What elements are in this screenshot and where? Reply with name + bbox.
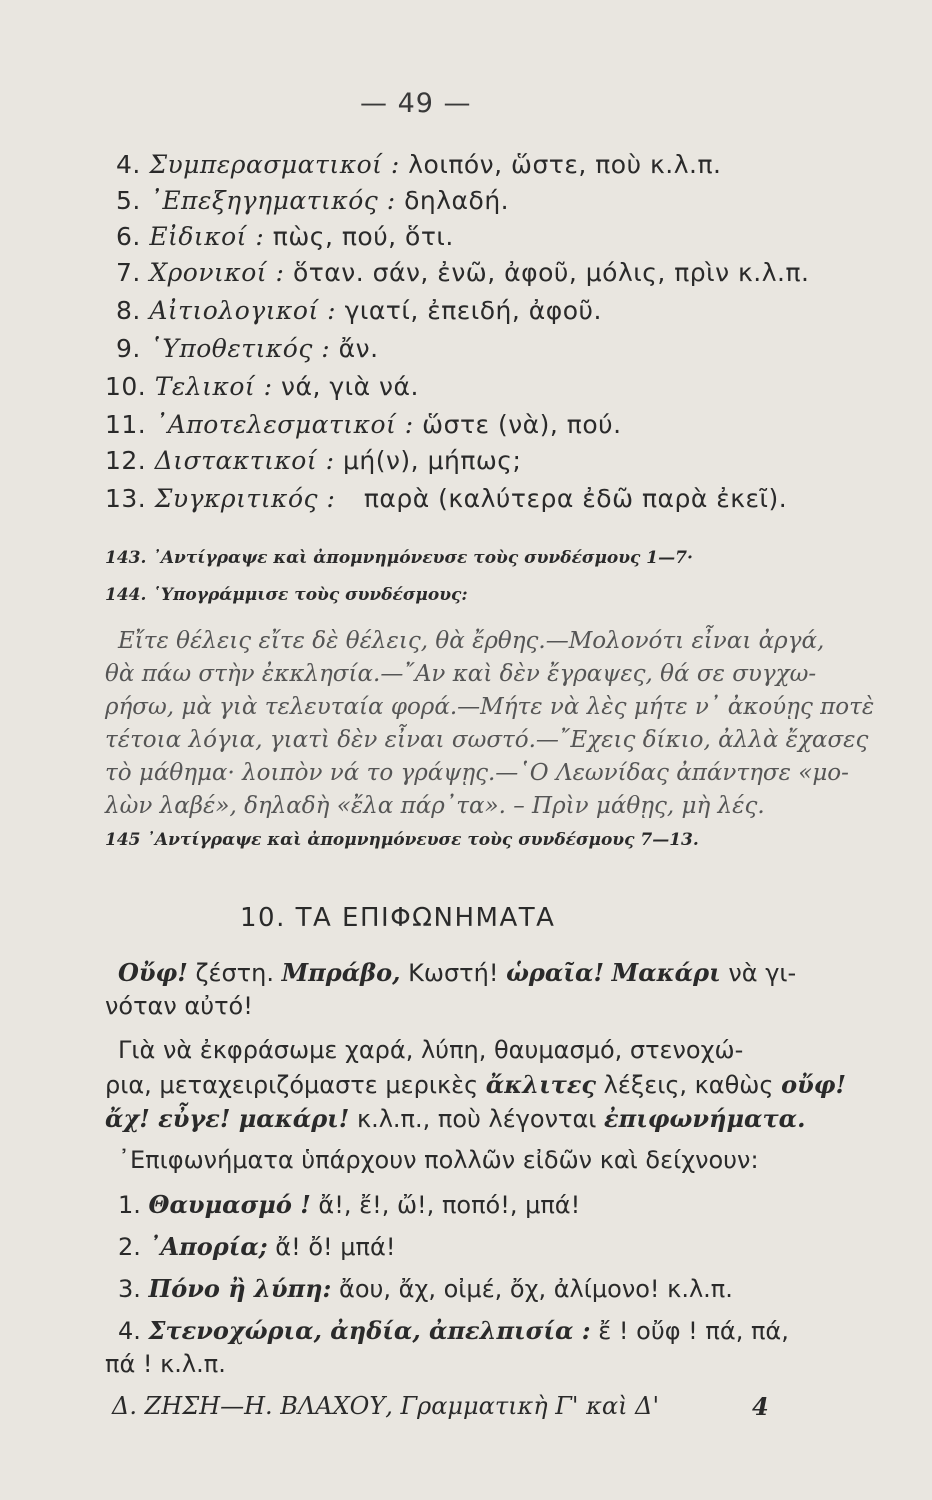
item-examples: δηλαδή. [404,186,510,215]
passage-line: τέτοια λόγια, γιατὶ δὲν εἶναι σωστό.—῎Εχεις δίκιο, ἀλλὰ ἔχασες [105,727,869,753]
item-number: 4. [118,1317,141,1345]
item-term: Εἰδικοί : [149,222,265,251]
emphasis: ἐπιφωνήματα. [604,1104,806,1133]
emphasis: ἄχ! εὖγε! μακάρι! [105,1104,350,1133]
footer [112,1392,769,1421]
item-number: 7. [116,258,141,287]
section-title: 10. ΤΑ ΕΠΙΦΩΝΗΜΑΤΑ [240,903,556,933]
item-examples: λοιπόν, ὥστε, ποὺ κ.λ.π. [408,150,722,179]
item-term: Στενοχώρια, ἀηδία, ἀπελπισία : [148,1316,591,1345]
item-examples: νά, γιὰ νά. [281,372,419,401]
item-number: 3. [118,1275,141,1303]
emphasis: ἄκλιτες [485,1070,597,1099]
text: λέξεις, καθὼς [596,1071,782,1099]
item-term: Τελικοί : [154,372,273,401]
item-examples: ἄ! ὄ! μπά! [267,1233,396,1261]
item-number: 6. [116,222,141,251]
item-number: 5. [116,186,141,215]
list-item [116,150,721,179]
list-item [118,1274,733,1303]
passage-line: λὼν λαβέ», δηλαδὴ «ἔλα πάρ᾿τα». – Πρὶν μάθῃς, μὴ λές. [105,793,765,819]
item-examples: ἄ!, ἔ!, ὤ!, ποπό!, μπά! [310,1191,581,1219]
item-term: ᾿Επεξηγηματικός : [149,186,396,215]
list-item [116,334,379,363]
list-item [118,1190,580,1219]
item-term: Χρονικοί : [149,258,285,287]
item-examples: ἔ ! οὔφ ! πά, πά, [590,1317,789,1345]
interjection: Οὔφ! [118,958,188,987]
footer-author-book: Δ. ΖΗΣΗ—Η. ΒΛΑΧΟΥ, Γραμματικὴ Γ' καὶ Δ' [112,1392,660,1420]
item-term: ᾿Αποτελεσματικοί : [154,410,414,439]
list-item [116,296,602,325]
paragraph-line: ᾿Επιφωνήματα ὑπάρχουν πολλῶν εἰδῶν καὶ δείχνουν: [118,1146,759,1174]
list-item [118,1316,789,1345]
text: νὰ γι- [720,959,797,987]
item-term: Αἰτιολογικοί : [149,296,337,325]
emphasis: οὔφ! [781,1070,847,1099]
item-examples: μή(ν), μήπως; [342,446,522,475]
paragraph-line: Γιὰ νὰ ἐκφράσωμε χαρά, λύπη, θαυμασμό, στενοχώ- [118,1036,744,1064]
item-term: ᾿Απορία; [148,1232,268,1261]
item-examples: παρὰ (καλύτερα ἐδῶ παρὰ ἐκεῖ). [363,484,788,513]
item-number: 12. [105,446,147,475]
exercise-143: 143. ᾿Αντίγραψε καὶ ἀπομνημόνευσε τοὺς συνδέσμους 1—7· [105,548,693,568]
item-examples: ἄν. [338,334,379,363]
item-term: Πόνο ἢ λύπη: [148,1274,332,1303]
paragraph-line [105,1070,846,1099]
item-number: 4. [116,150,141,179]
exercise-144: 144. ῾Υπογράμμισε τοὺς συνδέσμους: [105,585,468,605]
item-number: 9. [116,334,141,363]
text: ζέστη. [187,959,282,987]
item-term: Συγκριτικός : [154,484,336,513]
passage-line: ρήσω, μὰ γιὰ τελευταία φορά.—Μήτε νὰ λὲς μήτε ν᾿ ἀκούῃς ποτὲ [105,694,875,720]
list-item [105,446,521,475]
list-item [118,1232,395,1261]
item-examples: ὅταν. σάν, ἐνῶ, ἀφοῦ, μόλις, πρὶν κ.λ.π. [292,258,810,287]
item-term: Θαυμασμό ! [148,1190,311,1219]
text: Κωστή! [400,959,507,987]
interjection: ὡραῖα! [506,958,604,987]
interjection: Μακάρι [611,958,721,987]
page-number: — 49 — [360,88,472,119]
footer-sheet-number: 4 [752,1392,769,1421]
passage-line: τὸ μάθημα· λοιπὸν νά το γράψῃς.—῾Ο Λεωνίδας ἀπάντησε «μο- [105,760,849,786]
item-number: 10. [105,372,147,401]
intro-line-2: νόταν αὐτό! [105,992,253,1020]
item-examples: ἄου, ἄχ, οἰμέ, ὄχ, ἀλίμονο! κ.λ.π. [331,1275,733,1303]
list-item [105,484,787,513]
list-item [105,372,419,401]
list-item [116,222,454,251]
item-examples: πὼς, πού, ὅτι. [272,222,454,251]
exercise-145: 145 ᾿Αντίγραψε καὶ ἀπομνημόνευσε τοὺς συνδέσμους 7—13. [105,830,699,850]
interjection: Μπράβο, [281,958,401,987]
item-examples: ὥστε (νὰ), πού. [422,410,622,439]
list-item-continuation: πά ! κ.λ.π. [105,1350,226,1378]
item-number: 8. [116,296,141,325]
list-item [116,258,809,287]
list-item [105,410,622,439]
item-number: 13. [105,484,147,513]
item-term: Συμπερασματικοί : [149,150,400,179]
intro-line [118,958,796,987]
paragraph-line [105,1104,805,1133]
text: ρια, μεταχειριζόμαστε μερικὲς [105,1071,486,1099]
item-number: 11. [105,410,147,439]
text: κ.λ.π., ποὺ λέγονται [349,1105,605,1133]
passage-line: Εἴτε θέλεις εἴτε δὲ θέλεις, θὰ ἔρθης.—Μολονότι εἶναι ἀργά, [118,628,825,654]
item-term: Διστακτικοί : [154,446,335,475]
list-item [116,186,509,215]
item-number: 2. [118,1233,141,1261]
passage-line: θὰ πάω στὴν ἐκκλησία.—῎Αν καὶ δὲν ἔγραψες, θά σε συγχω- [105,661,817,687]
item-examples: γιατί, ἐπειδή, ἀφοῦ. [344,296,602,325]
text [604,959,612,987]
item-number: 1. [118,1191,141,1219]
item-term: ῾Υποθετικός : [149,334,331,363]
